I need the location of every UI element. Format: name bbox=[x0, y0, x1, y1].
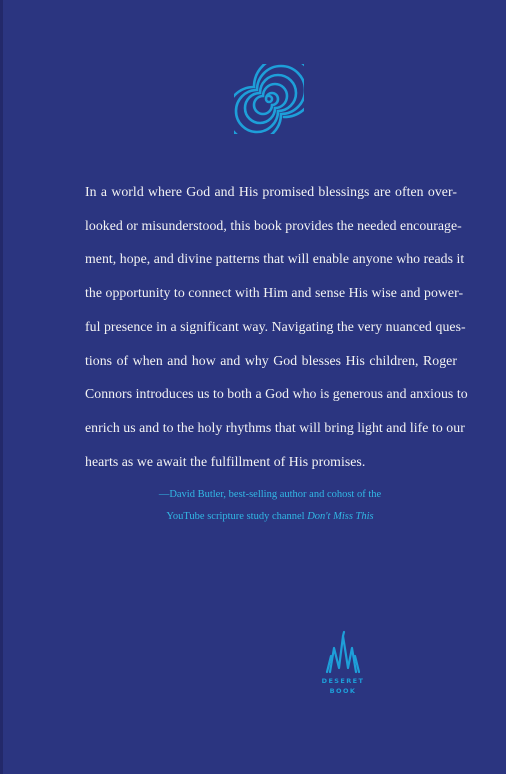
spine-edge bbox=[0, 0, 3, 774]
description-line: tions of when and how and why God blesses His children, Roger bbox=[85, 352, 457, 368]
spiral-icon bbox=[234, 64, 304, 134]
description-line: ment, hope, and divine patterns that will enable anyone who reads it bbox=[85, 251, 465, 267]
description-line: ful presence in a significant way. Navigating the very nuanced ques- bbox=[85, 318, 466, 334]
description-line: hearts as we await the fulfillment of His promises. bbox=[85, 453, 366, 469]
attribution-channel-text: YouTube scripture study channel bbox=[166, 510, 308, 522]
description-line: Connors introduces us to both a God who is generous and anxious to bbox=[85, 386, 468, 402]
attribution-channel-name: Don't Miss This bbox=[307, 510, 374, 522]
publisher-name bbox=[318, 676, 368, 696]
publisher-name-line-1: DESERET bbox=[321, 677, 365, 685]
description-line: looked or misunderstood, this book provides the needed encourage- bbox=[85, 217, 462, 233]
endorsement-attribution bbox=[120, 484, 420, 527]
publisher-name-line-2: BOOK bbox=[329, 687, 357, 695]
book-description bbox=[85, 175, 468, 478]
description-line: the opportunity to connect with Him and sense His wise and power- bbox=[85, 285, 464, 301]
attribution-line-2 bbox=[120, 506, 420, 528]
description-line: In a world where God and His promised blessings are often over- bbox=[85, 184, 457, 199]
description-line: enrich us and to the holy rhythms that will bring light and life to our bbox=[85, 419, 465, 435]
attribution-line-1: —David Butler, best-selling author and cohost of the bbox=[158, 489, 382, 500]
